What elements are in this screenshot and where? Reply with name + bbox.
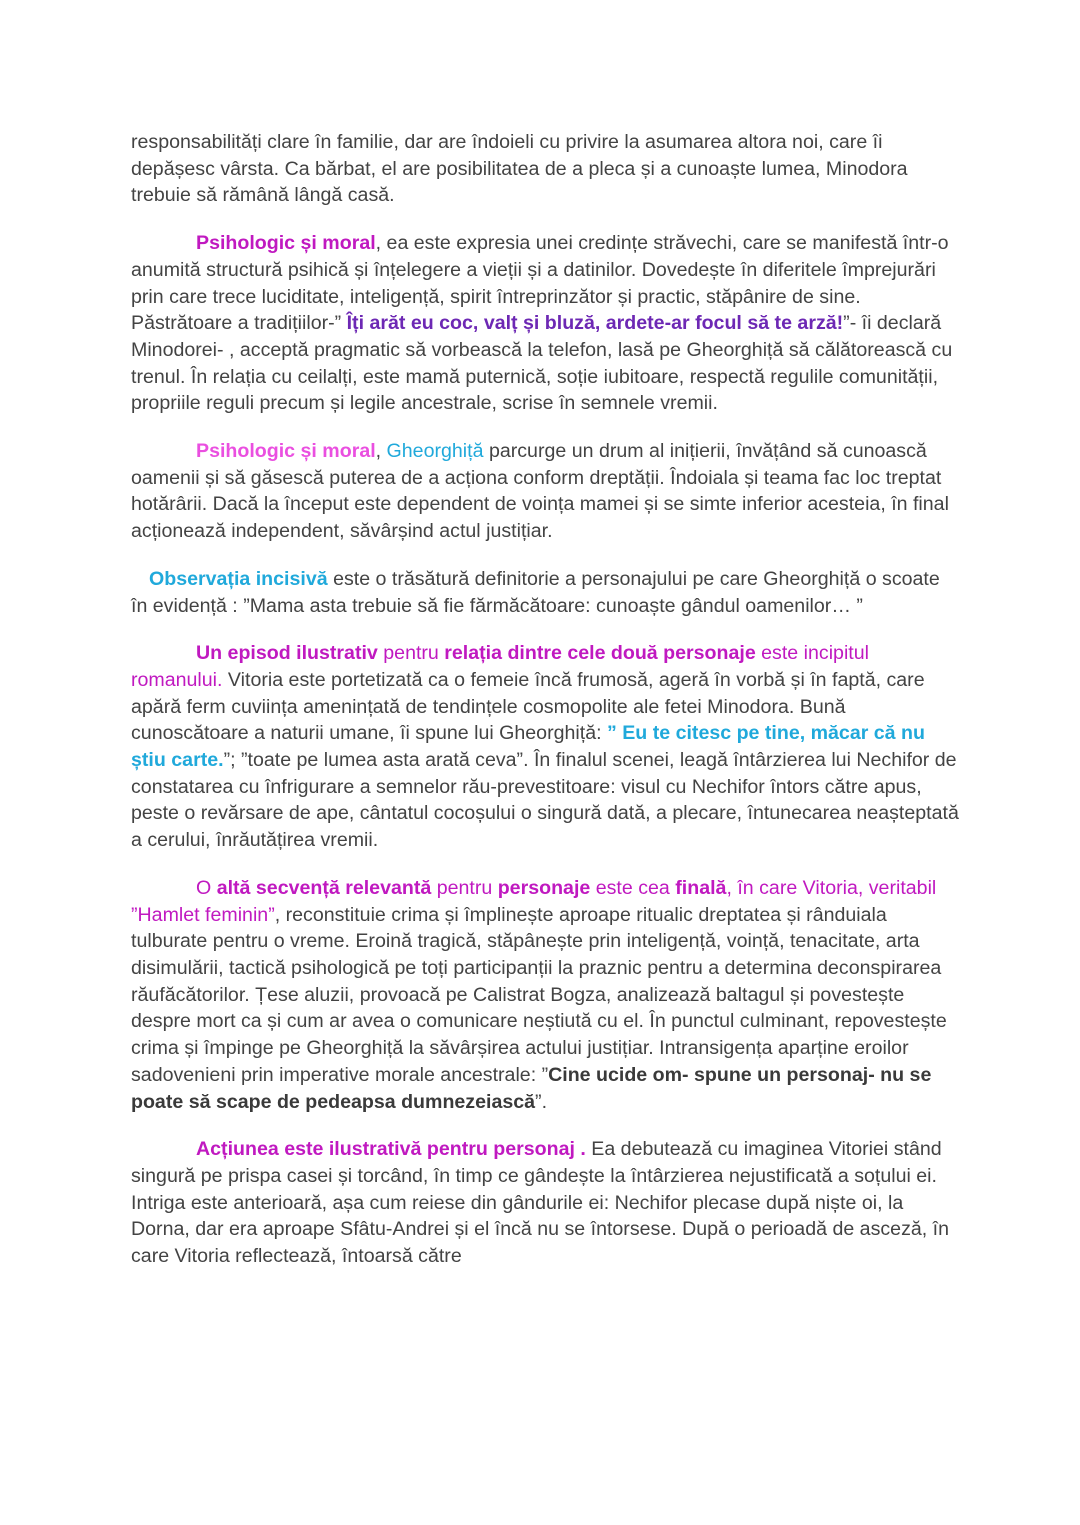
highlight-text: pentru [431,876,498,899]
highlight-heading: Psihologic și moral [196,232,376,255]
quote-highlight: ” Eu te citesc pe tine, măcar că nu știu carte. [131,722,925,772]
paragraph-7 [131,1136,961,1270]
quote-highlight: Cine ucide om- spune un personaj- nu se poate să scape de pedeapsa dumnezeiască [131,1063,932,1113]
quote-highlight: Îți arăt eu coc, valț și bluză, ardete-ar focul să te arză! [346,312,844,335]
text-segment: , reconstituie crima și împlinește aproape ritualic dreptatea și rânduiala tulburate pentru o vreme. Eroină tragică, stăpânește prin inteligență, voință, tenacitate, arta disimulării, tactică psihologică pe toți participanții la praznic pentru a determina deconspirarea răufăcătorilor. Țese aluzii, provoacă pe Calistrat Bogza, analizează baltagul și povestește despre mort ca și cum ar avea o comunicare neștiută cu el. În punctul culminant, repovestește crima și împinge pe Gheorghiță la săvârșirea actului justițiar. Intransigența aparține eroilor sadovenieni prin imperative morale ancestrale: ” [131,903,947,1086]
paragraph-3 [131,438,961,545]
text-segment: este o trăsătură definitorie a personajului pe care Gheorghiță o scoate în evidență : ”Mama asta trebuie să fie fărmăcătoare: cunoaște gândul oamenilor… ” [131,567,940,617]
paragraph-1 [131,129,961,209]
highlight-text: , în care Vitoria, veritabil ”Hamlet feminin” [131,876,937,926]
text-segment: ”- îi declară Minodorei- , acceptă pragmatic să vorbească la telefon, lasă pe Gheorghiță să călătorească cu trenul. În relația cu ceilalți, este mamă puternică, soție iubitoare, respectă regulile comunității, propriile reguli precum și legile ancestrale, scrise în semnele vremii. [131,312,953,415]
paragraph-5 [131,640,961,854]
highlight-heading: Acțiunea este ilustrativă pentru personaj . [196,1138,586,1161]
highlight-heading: Un episod ilustrativ [196,642,378,665]
text-segment: ”; ”toate pe lumea asta arată ceva”. În finalul scenei, leagă întârzierea lui Nechifor de constatarea cu înfrigurare a semnelor rău-prevestitoare: visul cu Nechifor întors către apus, peste o revărsare de ape, cântatul cocoșului o singură dată, a plecare, întunecarea neașteptată a cerului, înrăutățirea vremii. [131,749,959,852]
highlight-text: O [196,876,217,899]
highlight-text: este [755,642,804,665]
highlight-heading: personaje [497,876,591,899]
text-segment: ”. [535,1090,548,1113]
highlight-heading: finală [675,876,727,899]
highlight-text: incipitul romanului. [131,642,870,691]
highlight-heading: Psihologic și moral [196,440,376,463]
highlight-heading: altă secvență relevantă [216,876,432,899]
text-segment: , [375,440,387,463]
document-page [131,129,961,1291]
text-segment: parcurge un drum al inițierii, învățând să cunoască oamenii și să găsescă puterea de a acționa conform dreptății. Îndoiala și teama fac loc treptat hotărârii. Dacă la început este dependent de voința mamei și se simte inferior acesteia, în final acționează independent, săvârșind actul justițiar. [131,440,949,543]
highlight-heading: relația dintre cele două personaje [444,642,756,665]
highlight-text: pentru [377,642,445,665]
text-segment: , ea este expresia unei credințe străvechi, care se manifestă într-o anumită structură psihică și înțelegere a vieții și a datinilor. Dovedește în diferitele împrejurări prin care trece luciditate, inteligență, spirit întreprinzător și practic, stăpânire de sine. Păstrătoare a tradițiilor-” [131,232,949,335]
paragraph-4 [131,566,961,619]
highlight-text: este cea [590,876,676,899]
highlight-heading: Observația incisivă [149,567,328,590]
paragraph-6 [131,875,961,1115]
text-segment: Vitoria este portetizată ca o femeie încă frumosă, ageră în vorbă și în faptă, care apără ferm cuviința amenințată de tendințele cosmopolite ale fetei Minodora. Bună cunoscătoare a naturii umane, îi spune lui Gheorghiță: [131,668,925,745]
character-name: Gheorghiță [386,440,484,463]
text-segment: responsabilități clare în familie, dar are îndoieli cu privire la asumarea altora noi, care îi depășesc vârsta. Ca bărbat, el are posibilitatea de a pleca și a cunoaște lumea, Minodora trebuie să rămână lângă casă. [131,131,908,207]
text-segment: Ea debutează cu imaginea Vitoriei stând singură pe prispa casei și torcând, în timp ce gândește la întârzierea nejustificată a soțului ei. Intriga este anterioară, așa cum reiese din gândurile ei: Nechifor plecase după niște oi, la Dorna, dar era aproape Sfâtu-Andrei și el încă nu se întorsese. După o perioadă de asceză, în care Vitoria reflectează, întoarsă către [131,1138,949,1268]
paragraph-2 [131,230,961,417]
